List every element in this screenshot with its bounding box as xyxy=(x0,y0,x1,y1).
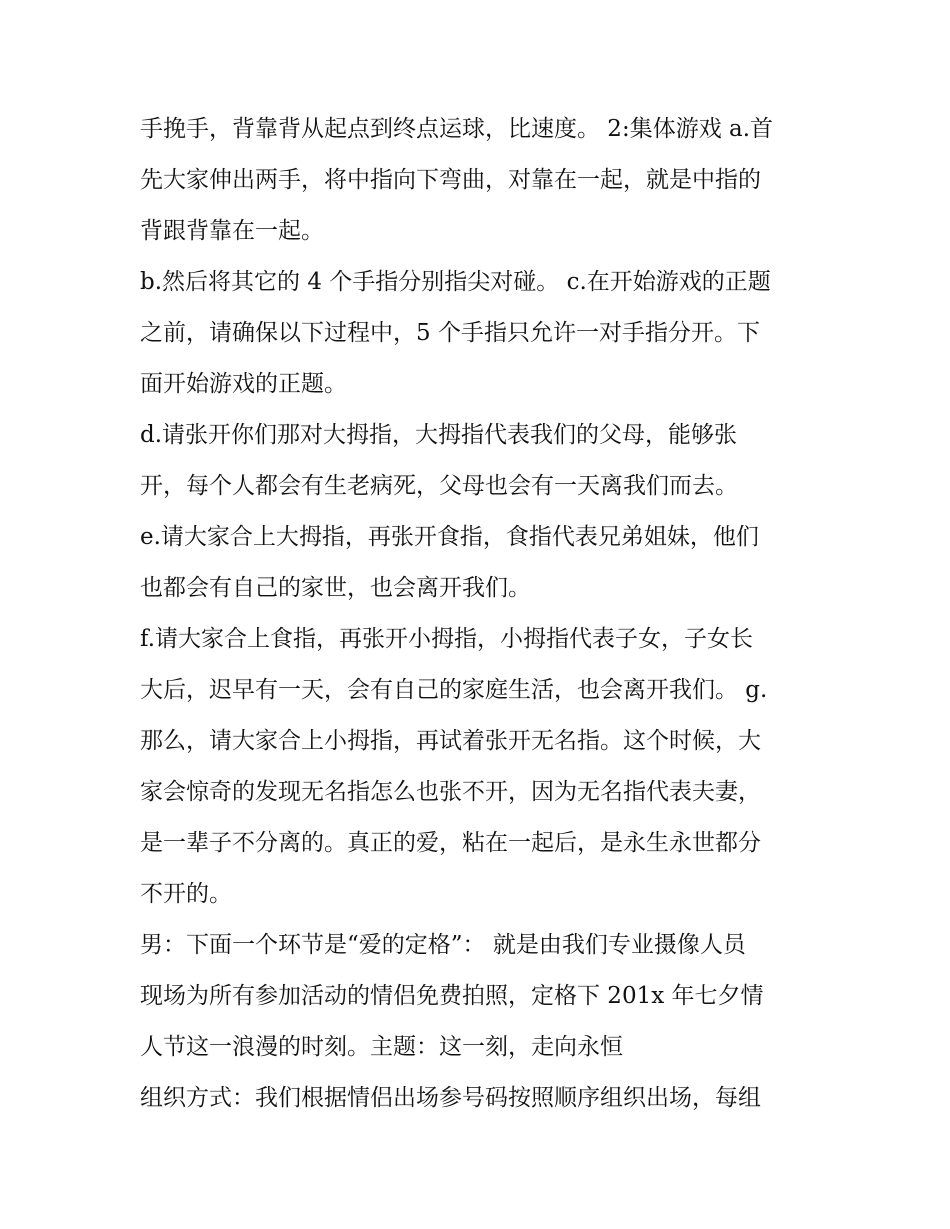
text-line: 大后，迟早有一天，会有自己的家庭生活，也会离开我们。 g. xyxy=(140,677,768,703)
text-line: f.请大家合上食指，再张开小拇指，小拇指代表子女，子女长 xyxy=(140,626,754,652)
text-line: 也都会有自己的家世，也会离开我们。 xyxy=(140,575,531,601)
text-line: 家会惊奇的发现无名指怎么也张不开，因为无名指代表夫妻， xyxy=(140,779,761,805)
text-line: 开，每个人都会有生老病死，父母也会有一天离我们而去。 xyxy=(140,473,738,499)
document-body xyxy=(140,104,820,1124)
text-line: e.请大家合上大拇指，再张开食指，食指代表兄弟姐妹，他们 xyxy=(140,524,759,550)
text-line: 人节这一浪漫的时刻。主题：这一刻，走向永恒 xyxy=(140,1034,623,1060)
text-line: 组织方式：我们根据情侣出场参号码按照顺序组织出场，每组 xyxy=(140,1085,761,1111)
text-line: 背跟背靠在一起。 xyxy=(140,218,324,244)
text-line: 那么，请大家合上小拇指，再试着张开无名指。这个时候，大 xyxy=(140,728,761,754)
text-line: 先大家伸出两手，将中指向下弯曲，对靠在一起，就是中指的 xyxy=(140,167,761,193)
text-line: 之前，请确保以下过程中，5 个手指只允许一对手指分开。下 xyxy=(140,320,760,346)
text-line: 手挽手，背靠背从起点到终点运球，比速度。 2:集体游戏 a.首 xyxy=(140,116,774,142)
text-line: d.请张开你们那对大拇指，大拇指代表我们的父母，能够张 xyxy=(140,422,738,448)
text-line: 面开始游戏的正题。 xyxy=(140,371,347,397)
text-line: 不开的。 xyxy=(140,881,232,907)
text-line: 现场为所有参加活动的情侣免费拍照，定格下 201x 年七夕情 xyxy=(140,983,764,1009)
text-line: b.然后将其它的 4 个手指分别指尖对碰。 c.在开始游戏的正题 xyxy=(140,269,771,295)
text-line: 男：下面一个环节是“爱的定格”： 就是由我们专业摄像人员 xyxy=(140,932,746,958)
text-line: 是一辈子不分离的。真正的爱，粘在一起后，是永生永世都分 xyxy=(140,830,761,856)
